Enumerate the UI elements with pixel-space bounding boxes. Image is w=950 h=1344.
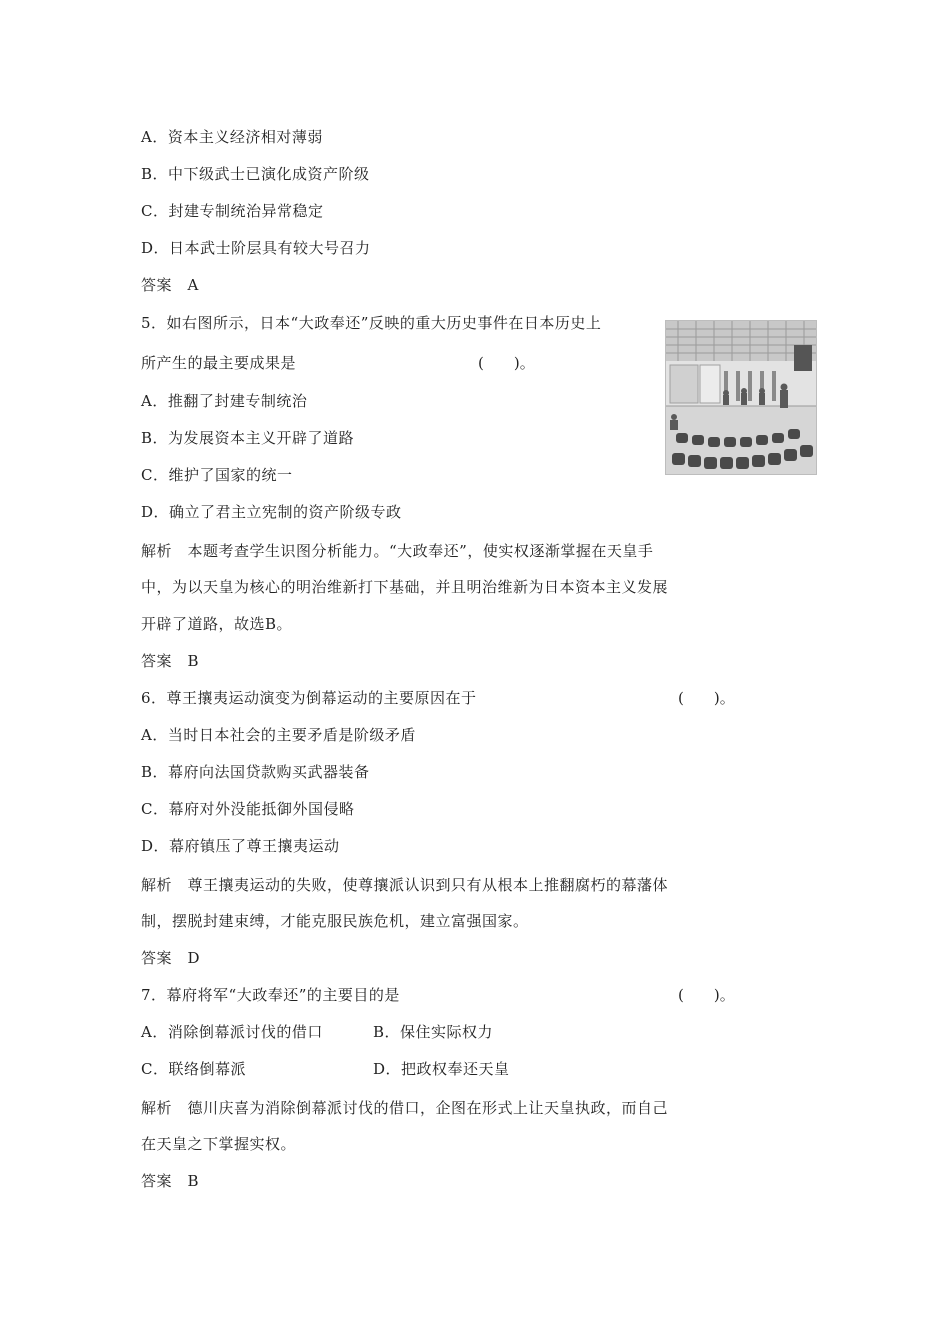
q5-option-d: D．确立了君主立宪制的资产阶级专政 bbox=[141, 503, 402, 521]
taisei-hokan-illustration bbox=[665, 320, 817, 475]
q6-analysis-line2: 制，摆脱封建束缚，才能克服民族危机，建立富强国家。 bbox=[141, 912, 529, 930]
q7-option-c: C．联络倒幕派 bbox=[141, 1060, 246, 1078]
q6-answer-paren: ( )。 bbox=[678, 689, 735, 707]
q7-analysis-line2: 在天皇之下掌握实权。 bbox=[141, 1135, 297, 1153]
q6-stem: 6．尊王攘夷运动演变为倒幕运动的主要原因在于 bbox=[141, 689, 477, 707]
q6-analysis-line1: 解析 尊王攘夷运动的失败，使尊攘派认识到只有从根本上推翻腐朽的幕藩体 bbox=[141, 876, 669, 894]
q5-option-b: B．为发展资本主义开辟了道路 bbox=[141, 429, 355, 447]
q6-option-d: D．幕府镇压了尊王攘夷运动 bbox=[141, 837, 340, 855]
q7-stem: 7．幕府将军“大政奉还”的主要目的是 bbox=[141, 986, 400, 1004]
q5-option-c: C．维护了国家的统一 bbox=[141, 466, 293, 484]
q6-option-c: C．幕府对外没能抵御外国侵略 bbox=[141, 800, 355, 818]
q4-answer: 答案 A bbox=[141, 276, 199, 294]
q4-option-a: A．资本主义经济相对薄弱 bbox=[141, 128, 323, 146]
q7-option-b: B．保住实际权力 bbox=[373, 1023, 494, 1041]
q5-analysis-line3: 开辟了道路，故选B。 bbox=[141, 615, 293, 633]
q7-option-d: D．把政权奉还天皇 bbox=[373, 1060, 510, 1078]
q7-answer-paren: ( )。 bbox=[678, 986, 735, 1004]
q4-option-b: B．中下级武士已演化成资产阶级 bbox=[141, 165, 370, 183]
q6-answer: 答案 D bbox=[141, 949, 201, 967]
q5-option-a: A．推翻了封建专制统治 bbox=[141, 392, 308, 410]
q4-option-c: C．封建专制统治异常稳定 bbox=[141, 202, 324, 220]
q5-analysis-line2: 中，为以天皇为核心的明治维新打下基础，并且明治维新为日本资本主义发展 bbox=[141, 578, 669, 596]
q6-option-a: A．当时日本社会的主要矛盾是阶级矛盾 bbox=[141, 726, 416, 744]
q6-option-b: B．幕府向法国贷款购买武器装备 bbox=[141, 763, 370, 781]
q7-analysis-line1: 解析 德川庆喜为消除倒幕派讨伐的借口，企图在形式上让天皇执政，而自己 bbox=[141, 1099, 669, 1117]
q5-analysis-line1: 解析 本题考查学生识图分析能力。“大政奉还”，使实权逐渐掌握在天皇手 bbox=[141, 542, 654, 560]
q5-stem-line2: 所产生的最主要成果是 bbox=[141, 354, 297, 372]
q7-option-a: A．消除倒幕派讨伐的借口 bbox=[141, 1023, 323, 1041]
q5-answer: 答案 B bbox=[141, 652, 200, 670]
q7-answer: 答案 B bbox=[141, 1172, 200, 1190]
q5-answer-paren: ( )。 bbox=[478, 354, 535, 372]
q4-option-d: D．日本武士阶层具有较大号召力 bbox=[141, 239, 371, 257]
q5-stem-line1: 5．如右图所示，日本“大政奉还”反映的重大历史事件在日本历史上 bbox=[141, 314, 602, 332]
